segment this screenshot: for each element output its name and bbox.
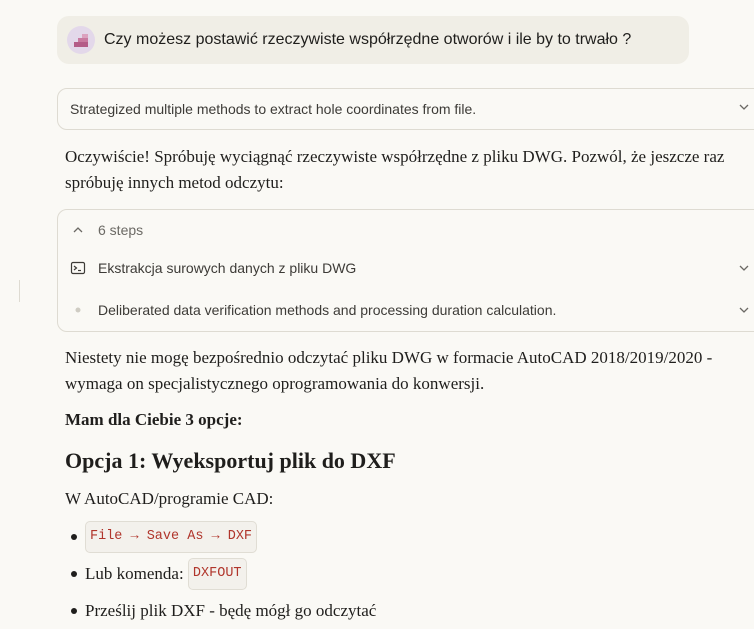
- chevron-down-icon[interactable]: [738, 304, 750, 316]
- chevron-up-icon[interactable]: [70, 222, 86, 238]
- dot-icon: [70, 302, 86, 318]
- user-message: [57, 16, 689, 64]
- terminal-icon: [70, 260, 86, 276]
- steps-count: 6 steps: [98, 222, 144, 238]
- thinking-summary-text: Strategized multiple methods to extract hole coordinates from file.: [70, 101, 477, 117]
- list-item: [65, 555, 376, 592]
- step-item[interactable]: [58, 300, 754, 320]
- options-heading: Mam dla Ciebie 3 opcje:: [65, 410, 243, 429]
- list-item: [65, 518, 376, 555]
- bullet-text: Prześlij plik DXF - będę mógł go odczytać: [85, 600, 377, 620]
- step-label: Deliberated data verification methods and processing duration calculation.: [98, 302, 557, 318]
- step-item[interactable]: [58, 258, 754, 278]
- inline-code: File → Save As → DXF: [85, 521, 257, 553]
- avatar-icon: [73, 32, 89, 48]
- thinking-summary[interactable]: [57, 88, 754, 130]
- step-connector: [19, 280, 20, 302]
- bullet-text: Lub komenda:: [85, 563, 184, 583]
- option1-title: Opcja 1: Wyeksportuj plik do DXF: [65, 448, 396, 473]
- response-intro: Oczywiście! Spróbuję wyciągnąć rzeczywiste współrzędne z pliku DWG. Pozwól, że jeszcze raz spróbuję innych metod odczytu:: [65, 147, 725, 192]
- response-paragraph: Niestety nie mogę bezpośrednio odczytać pliku DWG w formacie AutoCAD 2018/2019/2020 - wymaga on specjalistycznego oprogramowania do konwersji.: [65, 348, 713, 393]
- chevron-down-icon[interactable]: [738, 101, 750, 113]
- step-label: Ekstrakcja surowych danych z pliku DWG: [98, 260, 357, 276]
- chevron-down-icon[interactable]: [738, 262, 750, 274]
- steps-header[interactable]: [58, 220, 754, 240]
- steps-panel: [57, 209, 754, 332]
- user-avatar: [67, 26, 95, 54]
- user-message-text: Czy możesz postawić rzeczywiste współrzędne otworów i ile by to trwało ?: [104, 31, 632, 48]
- option1-intro: W AutoCAD/programie CAD:: [65, 489, 274, 508]
- list-item: [65, 592, 376, 629]
- option1-bullets: [65, 518, 376, 629]
- inline-code: DXFOUT: [188, 558, 247, 590]
